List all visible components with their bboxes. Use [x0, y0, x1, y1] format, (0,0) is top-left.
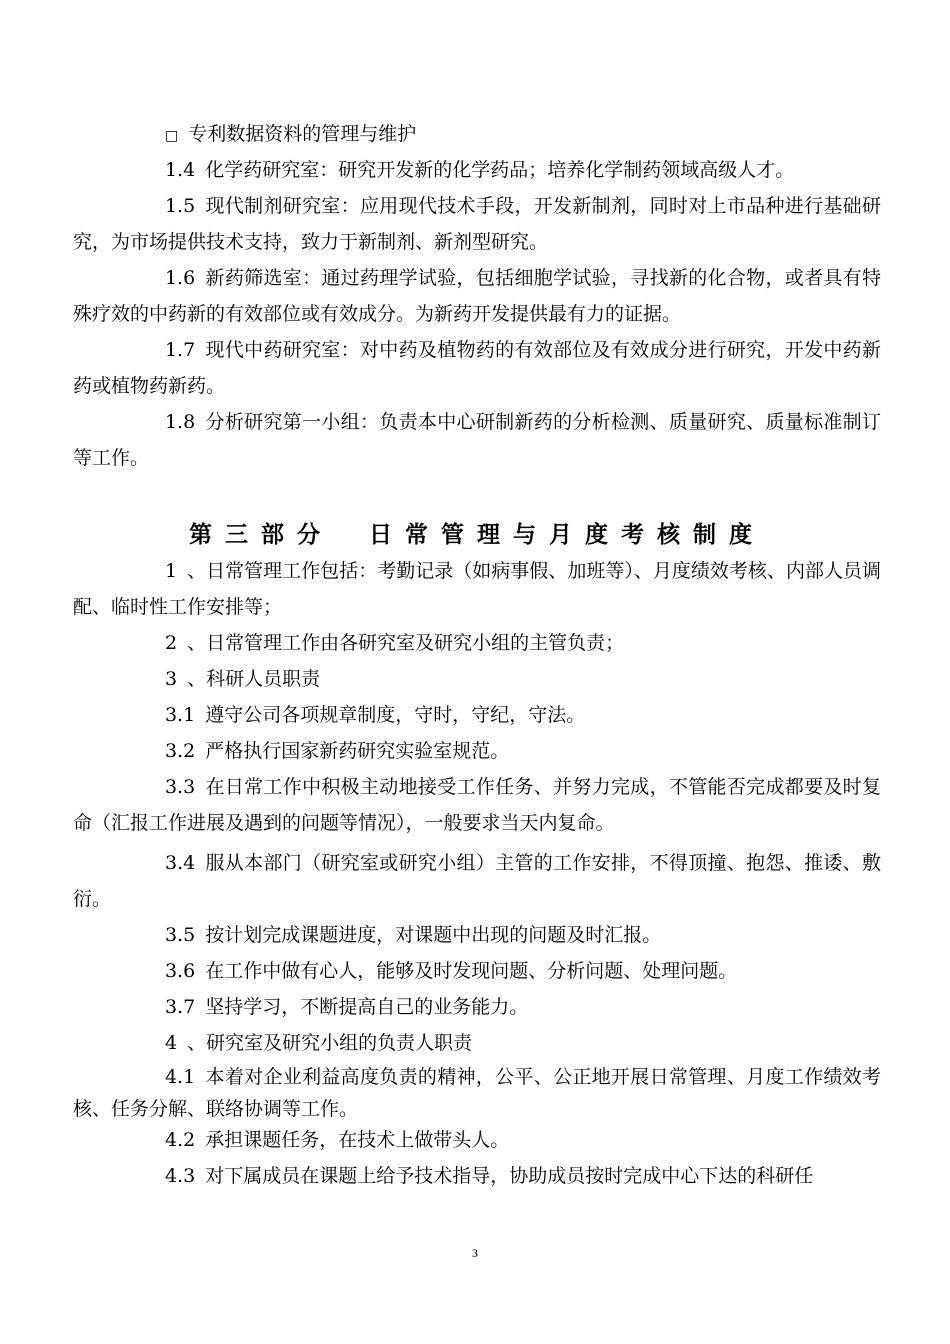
paragraph-number: 3.5: [165, 924, 196, 946]
paragraph-text: 本着对企业利益高度负责的精神，公平、公正地开展日常管理、月度工作绩效考核、任务分解、联络协调等工作。: [73, 1066, 881, 1120]
paragraph-number: 3.3: [165, 776, 196, 798]
paragraph-number: 3.4: [165, 852, 196, 874]
bullet-icon: □: [165, 128, 179, 144]
paragraph-number: 1.8: [165, 411, 196, 433]
paragraph: [73, 1025, 881, 1061]
paragraph-text: 在日常工作中积极主动地接受工作任务、并努力完成，不管能否完成都要及时复命（汇报工作进展及遇到的问题等情况），一般要求当天内复命。: [73, 776, 881, 834]
paragraph-text: 坚持学习，不断提高自己的业务能力。: [205, 996, 529, 1018]
paragraph-number: 4.3: [165, 1165, 196, 1187]
paragraph-text: 分析研究第一小组：负责本中心研制新药的分析检测、质量研究、质量标准制订等工作。: [73, 411, 881, 469]
paragraph: [73, 1061, 881, 1125]
paragraph-number: 1.5: [165, 195, 196, 217]
paragraph-number: 4.1: [165, 1066, 196, 1088]
paragraph: [73, 188, 881, 260]
paragraph-text: 化学药研究室：研究开发新的化学药品；培养化学制药领域高级人才。: [205, 159, 795, 181]
paragraph-text: 新药筛选室：通过药理学试验，包括细胞学试验，寻找新的化合物，或者具有特殊疗效的中药新的有效部位或有效成分。为新药开发提供最有力的证据。: [73, 267, 881, 325]
paragraph-text: 严格执行国家新药研究实验室规范。: [205, 740, 510, 762]
paragraph-text: 遵守公司各项规章制度，守时，守纪，守法。: [205, 704, 586, 726]
paragraph: [73, 845, 881, 917]
paragraph: [73, 953, 881, 989]
paragraph: [73, 260, 881, 332]
paragraph-text: 、研究室及研究小组的负责人职责: [187, 1032, 473, 1054]
paragraph: [73, 1158, 881, 1194]
paragraph: [73, 404, 881, 476]
page-number: 3: [472, 1246, 478, 1260]
paragraph: [73, 661, 881, 697]
paragraph-text: 现代中药研究室：对中药及植物药的有效部位及有效成分进行研究，开发中药新药或植物药新药。: [73, 339, 881, 397]
paragraph-number: 4.2: [165, 1129, 196, 1151]
paragraph-number: 3: [165, 668, 178, 690]
paragraph: [73, 697, 881, 733]
paragraph-text: 专利数据资料的管理与维护: [188, 123, 417, 145]
paragraph: [73, 625, 881, 661]
paragraph-number: 1.7: [165, 339, 196, 361]
paragraph-number: 3.7: [165, 996, 196, 1018]
paragraph-number: 4: [165, 1032, 178, 1054]
paragraph: [73, 989, 881, 1025]
paragraph-text: 对下属成员在课题上给予技术指导，协助成员按时完成中心下达的科研任: [205, 1165, 814, 1187]
paragraph-text: 现代制剂研究室：应用现代技术手段，开发新制剂，同时对上市品种进行基础研究，为市场提供技术支持，致力于新制剂、新剂型研究。: [73, 195, 881, 253]
paragraph: [73, 769, 881, 841]
paragraph-text: 、日常管理工作由各研究室及研究小组的主管负责；: [187, 632, 625, 654]
paragraph-number: 2: [165, 632, 178, 654]
paragraph-number: 1.6: [165, 267, 196, 289]
paragraph-text: 、科研人员职责: [187, 668, 321, 690]
paragraph-number: 3.2: [165, 740, 196, 762]
section-heading: 第三部分 日常管理与月度考核制度: [189, 521, 765, 548]
paragraph: [73, 332, 881, 404]
paragraph-text: 按计划完成课题进度，对课题中出现的问题及时汇报。: [205, 924, 662, 946]
paragraph-text: 、日常管理工作包括：考勤记录（如病事假、加班等）、月度绩效考核、内部人员调配、临时性工作安排等；: [73, 560, 881, 618]
paragraph-text: 服从本部门（研究室或研究小组）主管的工作安排，不得顶撞、抱怨、推诿、敷衍。: [73, 852, 881, 910]
paragraph: [73, 733, 881, 769]
paragraph: [73, 917, 881, 953]
paragraph: [73, 152, 881, 188]
paragraph-number: 1: [165, 560, 178, 582]
paragraph-number: 1.4: [165, 159, 196, 181]
paragraph-number: 3.6: [165, 960, 196, 982]
paragraph-text: 在工作中做有心人，能够及时发现问题、分析问题、处理问题。: [205, 960, 738, 982]
paragraph-text: 承担课题任务，在技术上做带头人。: [205, 1129, 510, 1151]
paragraph-number: 3.1: [165, 704, 196, 726]
list-item: [73, 116, 881, 154]
paragraph: [73, 1122, 881, 1158]
paragraph: [73, 553, 881, 625]
